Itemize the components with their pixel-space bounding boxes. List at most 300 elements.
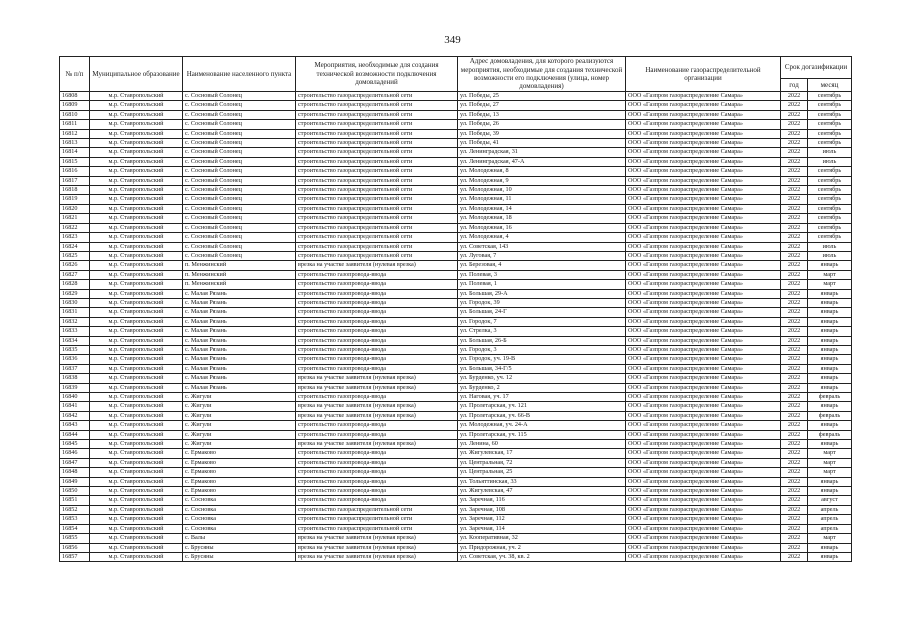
cell-number: 16821 bbox=[60, 214, 90, 223]
cell-month: январь bbox=[808, 336, 852, 345]
cell-organization: ООО «Газпром газораспределение Самара» bbox=[626, 515, 781, 524]
header-month: месяц bbox=[808, 79, 852, 92]
cell-organization: ООО «Газпром газораспределение Самара» bbox=[626, 336, 781, 345]
cell-year: 2022 bbox=[781, 167, 808, 176]
cell-municipality: м.р. Ставропольский bbox=[90, 355, 183, 364]
cell-month: январь bbox=[808, 552, 852, 561]
cell-organization: ООО «Газпром газораспределение Самара» bbox=[626, 440, 781, 449]
cell-municipality: м.р. Ставропольский bbox=[90, 327, 183, 336]
table-body bbox=[60, 92, 852, 562]
cell-organization: ООО «Газпром газораспределение Самара» bbox=[626, 139, 781, 148]
cell-measure: строительство газораспределительной сети bbox=[296, 214, 458, 223]
cell-month: январь bbox=[808, 477, 852, 486]
cell-number: 16843 bbox=[60, 421, 90, 430]
cell-organization: ООО «Газпром газораспределение Самара» bbox=[626, 214, 781, 223]
cell-number: 16812 bbox=[60, 129, 90, 138]
cell-address: ул. Молодежная, 16 bbox=[458, 223, 626, 232]
cell-measure: строительство газораспределительной сети bbox=[296, 92, 458, 101]
cell-year: 2022 bbox=[781, 214, 808, 223]
cell-measure: строительство газораспределительной сети bbox=[296, 515, 458, 524]
cell-month: январь bbox=[808, 543, 852, 552]
cell-number: 16817 bbox=[60, 176, 90, 185]
cell-organization: ООО «Газпром газораспределение Самара» bbox=[626, 430, 781, 439]
table-row bbox=[60, 101, 852, 110]
cell-address: ул. Стрелка, 3 bbox=[458, 327, 626, 336]
cell-number: 16848 bbox=[60, 468, 90, 477]
cell-number: 16828 bbox=[60, 280, 90, 289]
cell-municipality: м.р. Ставропольский bbox=[90, 449, 183, 458]
cell-number: 16846 bbox=[60, 449, 90, 458]
cell-year: 2022 bbox=[781, 374, 808, 383]
cell-settlement: с. Жигули bbox=[183, 402, 296, 411]
cell-municipality: м.р. Ставропольский bbox=[90, 477, 183, 486]
cell-settlement: с. Малая Рязань bbox=[183, 308, 296, 317]
cell-month: январь bbox=[808, 289, 852, 298]
cell-month: январь bbox=[808, 308, 852, 317]
cell-settlement: с. Сосновый Солонец bbox=[183, 204, 296, 213]
table-row bbox=[60, 223, 852, 232]
cell-month: сентябрь bbox=[808, 204, 852, 213]
table-row bbox=[60, 308, 852, 317]
cell-municipality: м.р. Ставропольский bbox=[90, 393, 183, 402]
cell-settlement: с. Сосновый Солонец bbox=[183, 176, 296, 185]
cell-month: март bbox=[808, 280, 852, 289]
cell-year: 2022 bbox=[781, 411, 808, 420]
table-row bbox=[60, 298, 852, 307]
cell-year: 2022 bbox=[781, 421, 808, 430]
cell-month: январь bbox=[808, 383, 852, 392]
cell-year: 2022 bbox=[781, 534, 808, 543]
cell-municipality: м.р. Ставропольский bbox=[90, 411, 183, 420]
cell-measure: строительство газопровода-ввода bbox=[296, 308, 458, 317]
cell-address: ул. Советская, 143 bbox=[458, 242, 626, 251]
cell-measure: строительство газопровода-ввода bbox=[296, 317, 458, 326]
cell-month: июль bbox=[808, 148, 852, 157]
table-row bbox=[60, 534, 852, 543]
cell-year: 2022 bbox=[781, 327, 808, 336]
cell-municipality: м.р. Ставропольский bbox=[90, 458, 183, 467]
cell-number: 16837 bbox=[60, 364, 90, 373]
cell-month: март bbox=[808, 449, 852, 458]
cell-number: 16815 bbox=[60, 157, 90, 166]
cell-organization: ООО «Газпром газораспределение Самара» bbox=[626, 251, 781, 260]
cell-measure: строительство газораспределительной сети bbox=[296, 242, 458, 251]
cell-settlement: п. Менжинский bbox=[183, 280, 296, 289]
header-municipality: Муниципальное образование bbox=[90, 57, 183, 92]
table-row bbox=[60, 364, 852, 373]
cell-settlement: с. Малая Рязань bbox=[183, 298, 296, 307]
cell-settlement: с. Сосновый Солонец bbox=[183, 214, 296, 223]
cell-organization: ООО «Газпром газораспределение Самара» bbox=[626, 157, 781, 166]
cell-month: январь bbox=[808, 402, 852, 411]
cell-organization: ООО «Газпром газораспределение Самара» bbox=[626, 393, 781, 402]
cell-organization: ООО «Газпром газораспределение Самара» bbox=[626, 223, 781, 232]
cell-settlement: с. Малая Рязань bbox=[183, 383, 296, 392]
cell-organization: ООО «Газпром газораспределение Самара» bbox=[626, 364, 781, 373]
cell-year: 2022 bbox=[781, 505, 808, 514]
cell-organization: ООО «Газпром газораспределение Самара» bbox=[626, 524, 781, 533]
cell-month: февраль bbox=[808, 430, 852, 439]
cell-year: 2022 bbox=[781, 393, 808, 402]
cell-address: ул. Победы, 41 bbox=[458, 139, 626, 148]
cell-number: 16847 bbox=[60, 458, 90, 467]
table-row bbox=[60, 383, 852, 392]
cell-settlement: с. Сосновый Солонец bbox=[183, 110, 296, 119]
table-row bbox=[60, 233, 852, 242]
cell-year: 2022 bbox=[781, 148, 808, 157]
cell-year: 2022 bbox=[781, 402, 808, 411]
cell-measure: врезка на участке заявителя (нулевая врезка) bbox=[296, 261, 458, 270]
cell-year: 2022 bbox=[781, 345, 808, 354]
cell-settlement: с. Сосновка bbox=[183, 524, 296, 533]
cell-organization: ООО «Газпром газораспределение Самара» bbox=[626, 242, 781, 251]
table-row bbox=[60, 110, 852, 119]
cell-year: 2022 bbox=[781, 270, 808, 279]
table-row bbox=[60, 449, 852, 458]
cell-measure: строительство газопровода-ввода bbox=[296, 280, 458, 289]
cell-address: ул. Луговая, 7 bbox=[458, 251, 626, 260]
cell-month: февраль bbox=[808, 393, 852, 402]
cell-organization: ООО «Газпром газораспределение Самара» bbox=[626, 101, 781, 110]
cell-organization: ООО «Газпром газораспределение Самара» bbox=[626, 458, 781, 467]
table-row bbox=[60, 477, 852, 486]
cell-organization: ООО «Газпром газораспределение Самара» bbox=[626, 308, 781, 317]
cell-number: 16808 bbox=[60, 92, 90, 101]
cell-measure: врезка на участке заявителя (нулевая врезка) bbox=[296, 552, 458, 561]
cell-settlement: с. Сосновый Солонец bbox=[183, 92, 296, 101]
cell-settlement: с. Жигули bbox=[183, 393, 296, 402]
cell-settlement: с. Сосновый Солонец bbox=[183, 120, 296, 129]
cell-organization: ООО «Газпром газораспределение Самара» bbox=[626, 129, 781, 138]
cell-municipality: м.р. Ставропольский bbox=[90, 487, 183, 496]
cell-year: 2022 bbox=[781, 186, 808, 195]
cell-settlement: с. Сосновый Солонец bbox=[183, 167, 296, 176]
cell-number: 16819 bbox=[60, 195, 90, 204]
cell-year: 2022 bbox=[781, 336, 808, 345]
cell-number: 16856 bbox=[60, 543, 90, 552]
cell-year: 2022 bbox=[781, 524, 808, 533]
cell-measure: строительство газораспределительной сети bbox=[296, 129, 458, 138]
cell-settlement: с. Ермаково bbox=[183, 487, 296, 496]
table-row bbox=[60, 402, 852, 411]
cell-measure: врезка на участке заявителя (нулевая врезка) bbox=[296, 440, 458, 449]
cell-municipality: м.р. Ставропольский bbox=[90, 496, 183, 505]
cell-address: ул. Молодежная, 8 bbox=[458, 167, 626, 176]
table-row bbox=[60, 204, 852, 213]
table-row bbox=[60, 251, 852, 260]
cell-municipality: м.р. Ставропольский bbox=[90, 110, 183, 119]
cell-measure: строительство газопровода-ввода bbox=[296, 421, 458, 430]
cell-organization: ООО «Газпром газораспределение Самара» bbox=[626, 92, 781, 101]
table-row bbox=[60, 487, 852, 496]
cell-number: 16853 bbox=[60, 515, 90, 524]
cell-settlement: с. Сосновка bbox=[183, 496, 296, 505]
cell-municipality: м.р. Ставропольский bbox=[90, 317, 183, 326]
cell-address: ул. Центральная, 72 bbox=[458, 458, 626, 467]
cell-settlement: с. Малая Рязань bbox=[183, 345, 296, 354]
table-row bbox=[60, 515, 852, 524]
cell-municipality: м.р. Ставропольский bbox=[90, 345, 183, 354]
cell-year: 2022 bbox=[781, 139, 808, 148]
cell-month: апрель bbox=[808, 524, 852, 533]
table-row bbox=[60, 129, 852, 138]
cell-number: 16845 bbox=[60, 440, 90, 449]
cell-measure: строительство газораспределительной сети bbox=[296, 505, 458, 514]
cell-year: 2022 bbox=[781, 308, 808, 317]
cell-measure: врезка на участке заявителя (нулевая врезка) bbox=[296, 402, 458, 411]
cell-number: 16842 bbox=[60, 411, 90, 420]
cell-address: ул. Полевая, 1 bbox=[458, 280, 626, 289]
cell-settlement: с. Малая Рязань bbox=[183, 317, 296, 326]
cell-municipality: м.р. Ставропольский bbox=[90, 270, 183, 279]
cell-settlement: с. Сосновый Солонец bbox=[183, 139, 296, 148]
cell-measure: строительство газораспределительной сети bbox=[296, 120, 458, 129]
table-row bbox=[60, 289, 852, 298]
cell-number: 16813 bbox=[60, 139, 90, 148]
table-row bbox=[60, 524, 852, 533]
cell-number: 16841 bbox=[60, 402, 90, 411]
cell-month: март bbox=[808, 270, 852, 279]
cell-measure: врезка на участке заявителя (нулевая врезка) bbox=[296, 543, 458, 552]
table-row bbox=[60, 139, 852, 148]
table-row bbox=[60, 355, 852, 364]
cell-municipality: м.р. Ставропольский bbox=[90, 280, 183, 289]
cell-year: 2022 bbox=[781, 195, 808, 204]
cell-month: август bbox=[808, 496, 852, 505]
cell-number: 16829 bbox=[60, 289, 90, 298]
cell-address: ул. Жигулевская, 47 bbox=[458, 487, 626, 496]
cell-address: ул. Большая, 34-Г/5 bbox=[458, 364, 626, 373]
cell-year: 2022 bbox=[781, 487, 808, 496]
cell-organization: ООО «Газпром газораспределение Самара» bbox=[626, 327, 781, 336]
cell-organization: ООО «Газпром газораспределение Самара» bbox=[626, 374, 781, 383]
cell-settlement: с. Сосновый Солонец bbox=[183, 129, 296, 138]
cell-number: 16831 bbox=[60, 308, 90, 317]
cell-measure: строительство газопровода-ввода bbox=[296, 289, 458, 298]
cell-number: 16850 bbox=[60, 487, 90, 496]
cell-measure: врезка на участке заявителя (нулевая врезка) bbox=[296, 383, 458, 392]
cell-municipality: м.р. Ставропольский bbox=[90, 233, 183, 242]
cell-month: январь bbox=[808, 345, 852, 354]
cell-municipality: м.р. Ставропольский bbox=[90, 148, 183, 157]
cell-number: 16836 bbox=[60, 355, 90, 364]
cell-number: 16825 bbox=[60, 251, 90, 260]
table-row bbox=[60, 92, 852, 101]
cell-address: ул. Ленинградская, 47-А bbox=[458, 157, 626, 166]
cell-address: ул. Наговая, уч. 17 bbox=[458, 393, 626, 402]
cell-organization: ООО «Газпром газораспределение Самара» bbox=[626, 186, 781, 195]
cell-settlement: с. Сосновый Солонец bbox=[183, 251, 296, 260]
cell-municipality: м.р. Ставропольский bbox=[90, 505, 183, 514]
cell-municipality: м.р. Ставропольский bbox=[90, 139, 183, 148]
cell-year: 2022 bbox=[781, 110, 808, 119]
cell-measure: строительство газораспределительной сети bbox=[296, 139, 458, 148]
cell-address: ул. Березовая, 4 bbox=[458, 261, 626, 270]
cell-municipality: м.р. Ставропольский bbox=[90, 552, 183, 561]
cell-measure: строительство газораспределительной сети bbox=[296, 176, 458, 185]
cell-number: 16818 bbox=[60, 186, 90, 195]
cell-year: 2022 bbox=[781, 430, 808, 439]
cell-number: 16822 bbox=[60, 223, 90, 232]
cell-settlement: с. Ермаково bbox=[183, 477, 296, 486]
cell-number: 16823 bbox=[60, 233, 90, 242]
cell-month: сентябрь bbox=[808, 223, 852, 232]
cell-organization: ООО «Газпром газораспределение Самара» bbox=[626, 289, 781, 298]
cell-number: 16824 bbox=[60, 242, 90, 251]
cell-municipality: м.р. Ставропольский bbox=[90, 251, 183, 260]
cell-municipality: м.р. Ставропольский bbox=[90, 223, 183, 232]
cell-month: январь bbox=[808, 487, 852, 496]
cell-municipality: м.р. Ставропольский bbox=[90, 440, 183, 449]
cell-month: сентябрь bbox=[808, 176, 852, 185]
cell-year: 2022 bbox=[781, 92, 808, 101]
table-row bbox=[60, 505, 852, 514]
cell-settlement: с. Малая Рязань bbox=[183, 336, 296, 345]
table-row bbox=[60, 270, 852, 279]
table-row bbox=[60, 411, 852, 420]
cell-address: ул. Городок, 7 bbox=[458, 317, 626, 326]
cell-municipality: м.р. Ставропольский bbox=[90, 242, 183, 251]
cell-organization: ООО «Газпром газораспределение Самара» bbox=[626, 543, 781, 552]
cell-year: 2022 bbox=[781, 289, 808, 298]
cell-measure: строительство газопровода-ввода bbox=[296, 496, 458, 505]
cell-number: 16855 bbox=[60, 534, 90, 543]
cell-address: ул. Победы, 13 bbox=[458, 110, 626, 119]
cell-month: сентябрь bbox=[808, 233, 852, 242]
cell-month: январь bbox=[808, 374, 852, 383]
cell-settlement: с. Малая Рязань bbox=[183, 364, 296, 373]
cell-month: сентябрь bbox=[808, 214, 852, 223]
cell-number: 16811 bbox=[60, 120, 90, 129]
cell-address: ул. Центральная, 25 bbox=[458, 468, 626, 477]
cell-address: ул. Победы, 39 bbox=[458, 129, 626, 138]
table-row bbox=[60, 430, 852, 439]
cell-number: 16832 bbox=[60, 317, 90, 326]
header-organization: Наименование газораспределительной организации bbox=[626, 57, 781, 92]
cell-address: ул. Заречная, 116 bbox=[458, 496, 626, 505]
cell-month: март bbox=[808, 458, 852, 467]
cell-settlement: с. Сосновый Солонец bbox=[183, 242, 296, 251]
cell-address: ул. Молодежная, уч. 24-А bbox=[458, 421, 626, 430]
table-row bbox=[60, 242, 852, 251]
cell-address: ул. Жигулевская, 17 bbox=[458, 449, 626, 458]
cell-settlement: с. Сосновый Солонец bbox=[183, 195, 296, 204]
cell-settlement: с. Малая Рязань bbox=[183, 355, 296, 364]
cell-measure: строительство газопровода-ввода bbox=[296, 336, 458, 345]
cell-year: 2022 bbox=[781, 223, 808, 232]
cell-number: 16840 bbox=[60, 393, 90, 402]
cell-address: ул. Молодежная, 9 bbox=[458, 176, 626, 185]
cell-year: 2022 bbox=[781, 496, 808, 505]
cell-measure: строительство газопровода-ввода bbox=[296, 364, 458, 373]
cell-municipality: м.р. Ставропольский bbox=[90, 374, 183, 383]
cell-address: ул. Кооперативная, 32 bbox=[458, 534, 626, 543]
table-row bbox=[60, 148, 852, 157]
cell-month: июль bbox=[808, 242, 852, 251]
table-row bbox=[60, 214, 852, 223]
cell-measure: строительство газораспределительной сети bbox=[296, 186, 458, 195]
cell-municipality: м.р. Ставропольский bbox=[90, 289, 183, 298]
cell-organization: ООО «Газпром газораспределение Самара» bbox=[626, 233, 781, 242]
page-number: 349 bbox=[444, 34, 461, 46]
cell-measure: строительство газопровода-ввода bbox=[296, 298, 458, 307]
header-num: № п/п bbox=[60, 57, 90, 92]
cell-address: ул. Городок, 39 bbox=[458, 298, 626, 307]
cell-year: 2022 bbox=[781, 120, 808, 129]
cell-year: 2022 bbox=[781, 157, 808, 166]
cell-year: 2022 bbox=[781, 552, 808, 561]
cell-year: 2022 bbox=[781, 176, 808, 185]
cell-number: 16854 bbox=[60, 524, 90, 533]
cell-year: 2022 bbox=[781, 477, 808, 486]
cell-municipality: м.р. Ставропольский bbox=[90, 167, 183, 176]
table-row bbox=[60, 167, 852, 176]
cell-organization: ООО «Газпром газораспределение Самара» bbox=[626, 487, 781, 496]
cell-settlement: с. Сосновый Солонец bbox=[183, 233, 296, 242]
cell-month: сентябрь bbox=[808, 101, 852, 110]
cell-measure: строительство газораспределительной сети bbox=[296, 167, 458, 176]
cell-measure: строительство газораспределительной сети bbox=[296, 110, 458, 119]
cell-measure: строительство газораспределительной сети bbox=[296, 204, 458, 213]
cell-organization: ООО «Газпром газораспределение Самара» bbox=[626, 298, 781, 307]
cell-month: март bbox=[808, 534, 852, 543]
cell-number: 16835 bbox=[60, 345, 90, 354]
cell-month: январь bbox=[808, 421, 852, 430]
cell-municipality: м.р. Ставропольский bbox=[90, 402, 183, 411]
cell-settlement: с. Малая Рязань bbox=[183, 327, 296, 336]
cell-measure: врезка на участке заявителя (нулевая врезка) bbox=[296, 411, 458, 420]
cell-municipality: м.р. Ставропольский bbox=[90, 524, 183, 533]
table-row bbox=[60, 421, 852, 430]
cell-settlement: с. Сосновый Солонец bbox=[183, 157, 296, 166]
cell-settlement: с. Ермаково bbox=[183, 468, 296, 477]
cell-organization: ООО «Газпром газораспределение Самара» bbox=[626, 110, 781, 119]
cell-address: ул. Бурденко, уч. 12 bbox=[458, 374, 626, 383]
cell-organization: ООО «Газпром газораспределение Самара» bbox=[626, 167, 781, 176]
table-header bbox=[60, 57, 852, 92]
cell-month: январь bbox=[808, 364, 852, 373]
cell-organization: ООО «Газпром газораспределение Самара» bbox=[626, 552, 781, 561]
cell-address: ул. Заречная, 108 bbox=[458, 505, 626, 514]
cell-settlement: с. Сосновый Солонец bbox=[183, 101, 296, 110]
cell-address: ул. Молодежная, 10 bbox=[458, 186, 626, 195]
cell-month: июль bbox=[808, 157, 852, 166]
cell-organization: ООО «Газпром газораспределение Самара» bbox=[626, 534, 781, 543]
table-row bbox=[60, 186, 852, 195]
cell-settlement: п. Менжинский bbox=[183, 261, 296, 270]
cell-address: ул. Городок, 3 bbox=[458, 345, 626, 354]
cell-address: ул. Молодежная, 18 bbox=[458, 214, 626, 223]
cell-address: ул. Молодежная, 4 bbox=[458, 233, 626, 242]
cell-year: 2022 bbox=[781, 364, 808, 373]
cell-month: январь bbox=[808, 261, 852, 270]
cell-month: январь bbox=[808, 317, 852, 326]
table-row bbox=[60, 543, 852, 552]
cell-measure: строительство газораспределительной сети bbox=[296, 251, 458, 260]
cell-year: 2022 bbox=[781, 458, 808, 467]
table-row bbox=[60, 374, 852, 383]
cell-number: 16844 bbox=[60, 430, 90, 439]
cell-settlement: с. Ермаково bbox=[183, 449, 296, 458]
gasification-table bbox=[59, 56, 852, 562]
cell-settlement: с. Жигули bbox=[183, 440, 296, 449]
cell-municipality: м.р. Ставропольский bbox=[90, 430, 183, 439]
cell-address: ул. Советская, уч. 38, кв. 2 bbox=[458, 552, 626, 561]
cell-municipality: м.р. Ставропольский bbox=[90, 214, 183, 223]
cell-organization: ООО «Газпром газораспределение Самара» bbox=[626, 261, 781, 270]
cell-organization: ООО «Газпром газораспределение Самара» bbox=[626, 496, 781, 505]
table-row bbox=[60, 261, 852, 270]
